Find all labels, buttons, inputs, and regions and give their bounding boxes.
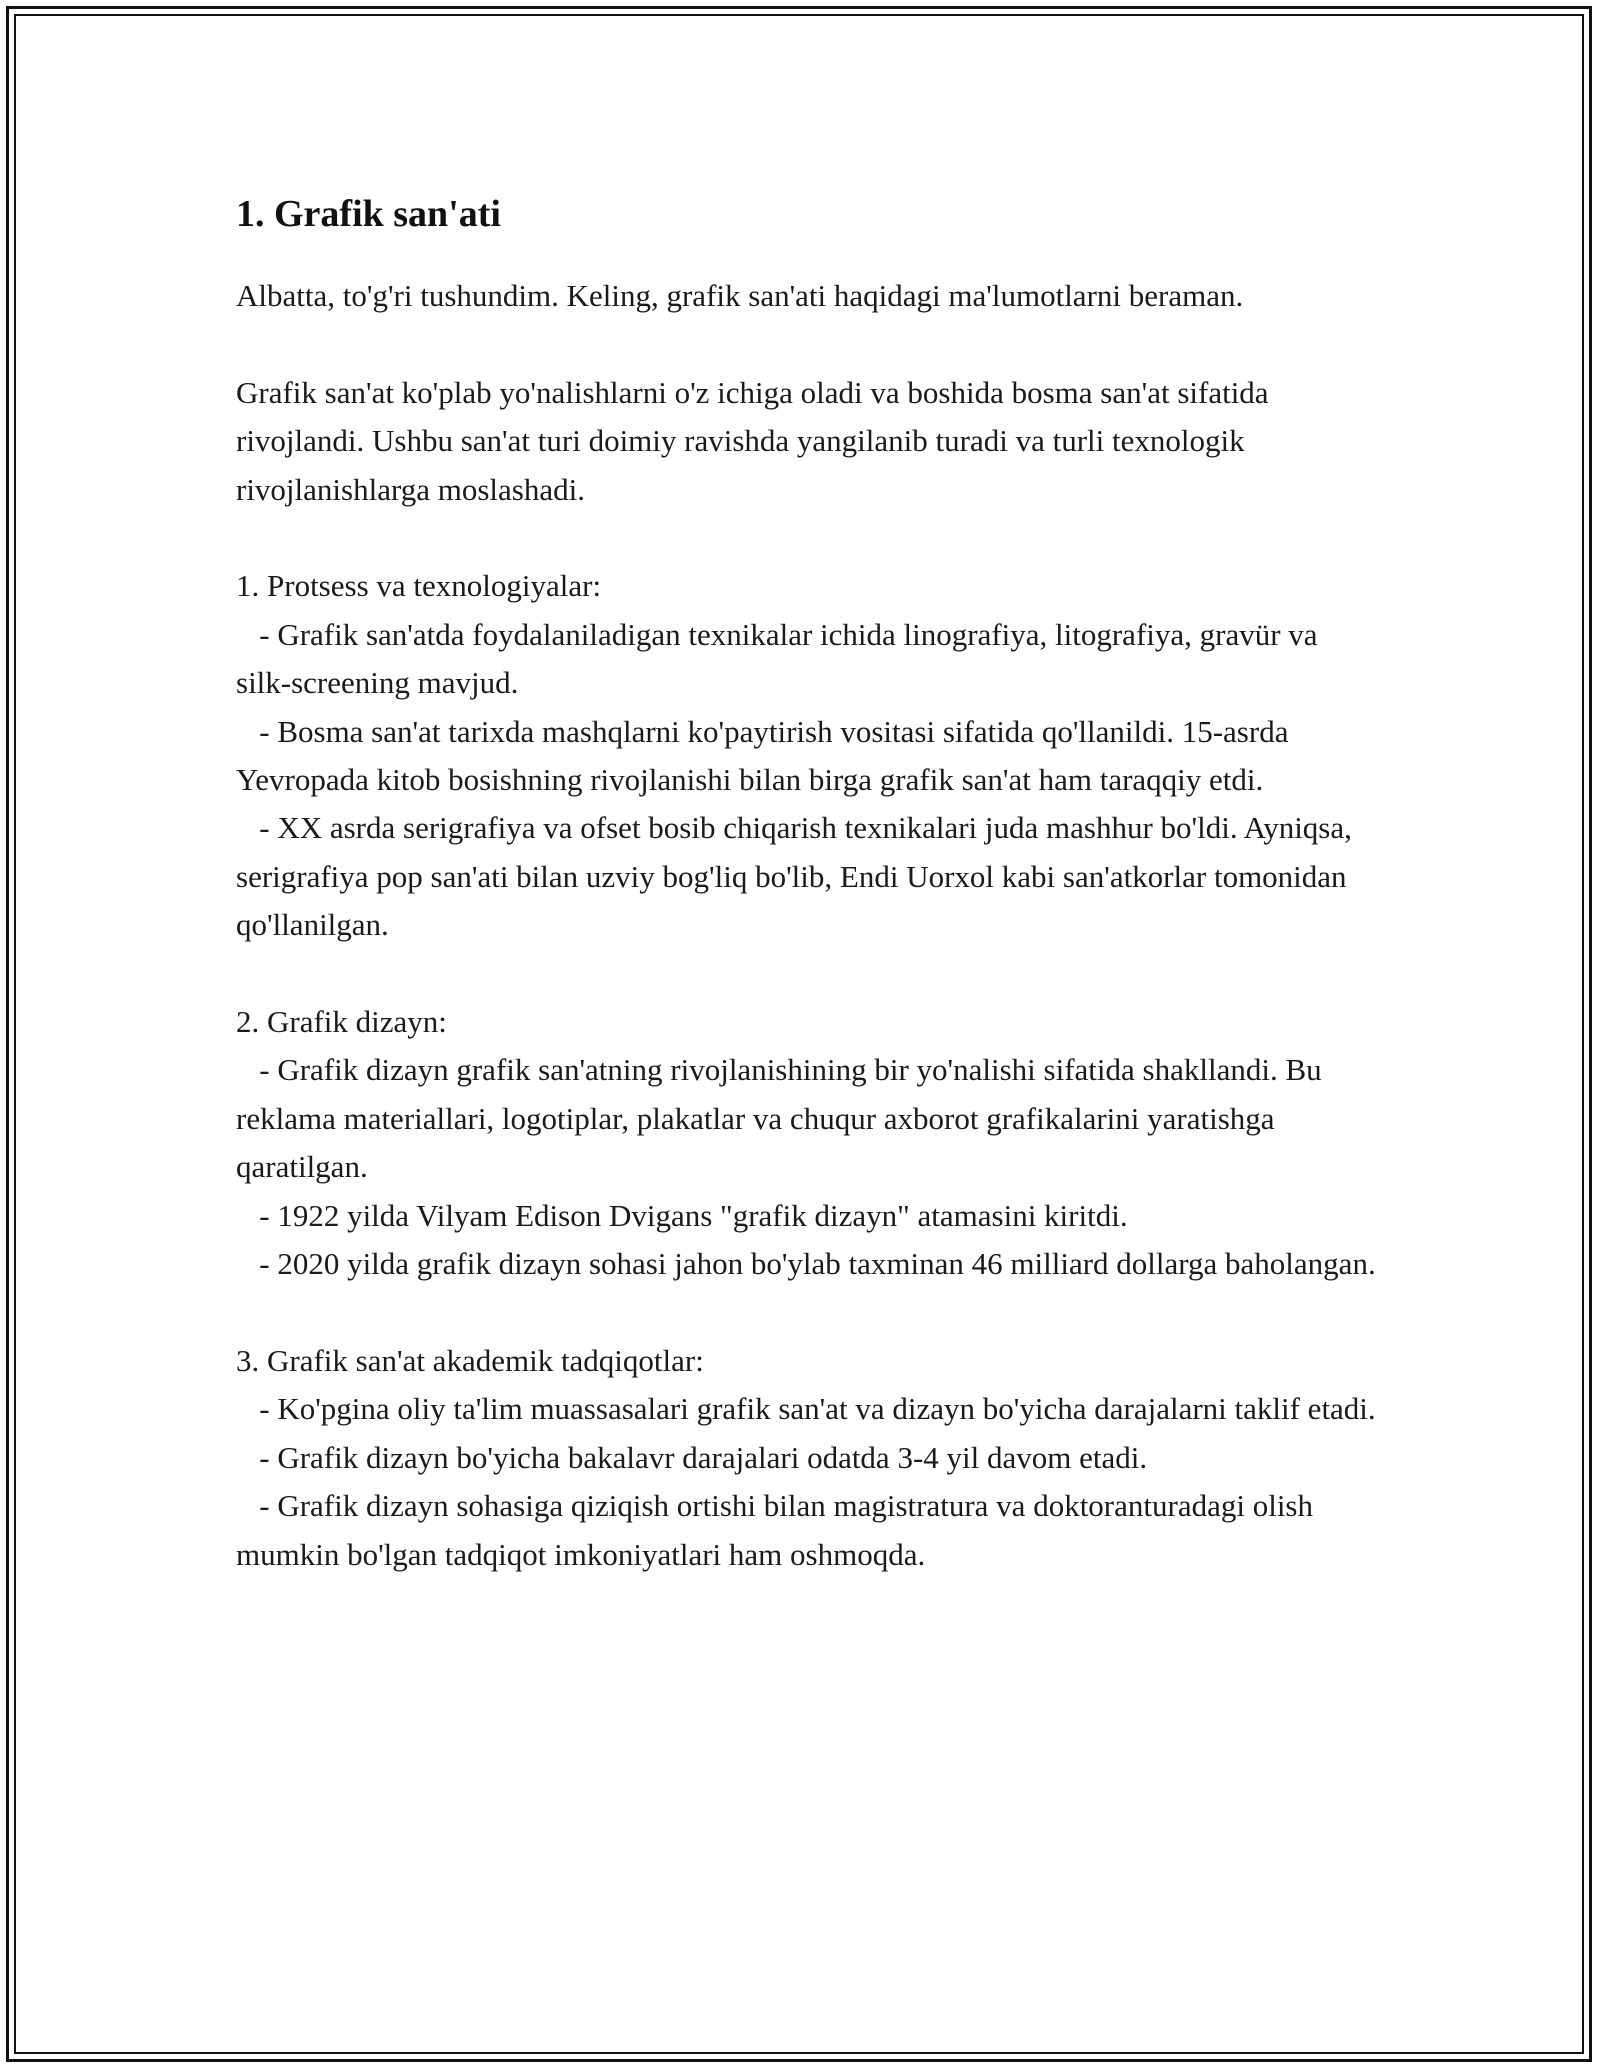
paragraph-gap bbox=[236, 1288, 1376, 1336]
bullet-item: - 2020 yilda grafik dizayn sohasi jahon bo'ylab taxminan 46 milliard dollarga baholangan. bbox=[236, 1246, 1376, 1282]
bullet-item: - Grafik dizayn bo'yicha bakalavr darajalari odatda 3-4 yil davom etadi. bbox=[236, 1439, 1148, 1475]
bullet-item: - 1922 yilda Vilyam Edison Dvigans "grafik dizayn" atamasini kiritdi. bbox=[236, 1197, 1128, 1233]
document-title: 1. Grafik san'ati bbox=[236, 193, 501, 235]
paragraph-gap bbox=[236, 320, 1376, 368]
section-graphic-design bbox=[236, 998, 1376, 1288]
bullet-item: - XX asrda serigrafiya va ofset bosib chiqarish texnikalari juda mashhur bo'ldi. Ayniqsa, serigrafiya pop san'ati bilan uzviy bog'liq bo'lib, Endi Uorxol kabi san'atkorlar tomonidan qo'llanilgan. bbox=[236, 810, 1360, 943]
section-processes bbox=[236, 562, 1376, 949]
section-heading: 1. Protsess va texnologiyalar: bbox=[236, 568, 602, 604]
bullet-item: - Bosma san'at tarixda mashqlarni ko'paytirish vositasi sifatida qo'llanildi. 15-asrda Yevropada kitob bosishning rivojlanishi bilan birga grafik san'at ham taraqqiy etdi. bbox=[236, 713, 1296, 798]
paragraph-gap bbox=[236, 950, 1376, 998]
section-heading: 3. Grafik san'at akademik tadqiqotlar: bbox=[236, 1342, 704, 1378]
section-heading: 2. Grafik dizayn: bbox=[236, 1004, 447, 1040]
document-body bbox=[236, 186, 1376, 1579]
section-academic-research bbox=[236, 1337, 1376, 1579]
bullet-item: - Grafik dizayn sohasiga qiziqish ortishi bilan magistratura va doktoranturadagi olish mumkin bo'lgan tadqiqot imkoniyatlari ham oshmoqda. bbox=[236, 1488, 1321, 1572]
bullet-item: - Ko'pgina oliy ta'lim muassasalari grafik san'at va dizayn bo'yicha darajalarni taklif etadi. bbox=[236, 1391, 1376, 1427]
intro-paragraph: Albatta, to'g'ri tushundim. Keling, grafik san'ati haqidagi ma'lumotlarni beraman. bbox=[236, 278, 1244, 313]
paragraph-gap bbox=[236, 514, 1376, 562]
bullet-item: - Grafik san'atda foydalaniladigan texnikalar ichida linografiya, litografiya, gravür va silk-screening mavjud. bbox=[236, 616, 1326, 701]
bullet-item: - Grafik dizayn grafik san'atning rivojlanishining bir yo'nalishi sifatida shakllandi. Bu reklama materiallari, logotiplar, plakatlar va chuqur axborot grafikalarini yaratishga qaratilgan. bbox=[236, 1052, 1330, 1185]
overview-paragraph: Grafik san'at ko'plab yo'nalishlarni o'z ichiga oladi va boshida bosma san'at sifatida rivojlandi. Ushbu san'at turi doimiy ravishda yangilanib turadi va turli texnologik rivojlanishlarga moslashadi. bbox=[236, 374, 1269, 507]
